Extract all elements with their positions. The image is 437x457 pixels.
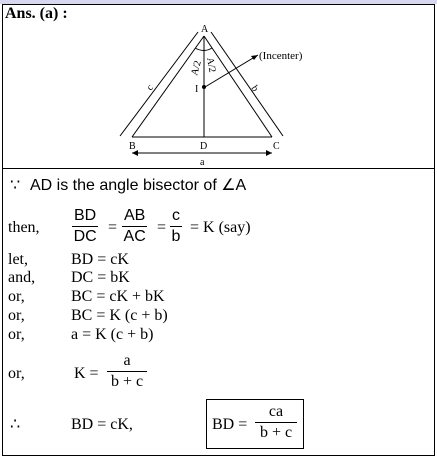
half-angle-right-label: A/2 bbox=[204, 56, 218, 74]
incenter-point-label: I bbox=[195, 84, 199, 95]
let-label: let, bbox=[8, 251, 28, 268]
outer-side-c bbox=[120, 32, 198, 136]
vertex-d-label: D bbox=[200, 141, 208, 152]
let-expression: BD = cK bbox=[71, 251, 129, 268]
half-angle-left-label: A/2 bbox=[189, 59, 204, 77]
incenter-label: (Incenter) bbox=[259, 50, 303, 62]
incenter-dot bbox=[202, 85, 206, 89]
fraction-k-num: a bbox=[107, 352, 147, 372]
fraction-k bbox=[107, 352, 147, 391]
bd-ck-expression: BD = cK, bbox=[71, 416, 133, 433]
therefore-symbol: ∴ bbox=[10, 416, 21, 433]
or-expression-3: a = K (c + b) bbox=[71, 326, 154, 343]
fraction-result bbox=[255, 403, 297, 442]
or-expression-2: BC = K (c + b) bbox=[71, 307, 168, 324]
base-a-label: a bbox=[200, 157, 205, 168]
say-expression: = K (say) bbox=[190, 219, 251, 236]
or-label-4: or, bbox=[8, 365, 25, 382]
fraction-ab-ac bbox=[122, 207, 147, 246]
fraction-result-num: ca bbox=[255, 403, 297, 423]
fraction-bd-dc bbox=[72, 207, 98, 246]
and-label: and, bbox=[8, 269, 36, 286]
side-ab bbox=[132, 36, 204, 137]
equals-1: = bbox=[108, 219, 118, 236]
fraction-b-den: b bbox=[171, 228, 181, 245]
or-expression-1: BC = cK + bK bbox=[71, 288, 165, 305]
then-label: then, bbox=[8, 219, 40, 236]
and-expression: DC = bK bbox=[71, 269, 130, 286]
leader-arrow bbox=[251, 55, 258, 60]
k-lhs: K = bbox=[74, 365, 99, 382]
bisector-statement: AD is the angle bisector of ∠A bbox=[30, 177, 247, 194]
side-b-label: b bbox=[248, 83, 261, 94]
answer-heading: Ans. (a) : bbox=[5, 5, 68, 22]
dim-arrow-right bbox=[266, 150, 272, 156]
outer-side-b bbox=[211, 32, 283, 136]
fraction-bd-num: BD bbox=[72, 207, 98, 227]
fraction-c-num: c bbox=[170, 207, 182, 227]
or-label-2: or, bbox=[8, 307, 25, 324]
fraction-c-b bbox=[170, 207, 182, 246]
fraction-k-den: b + c bbox=[110, 373, 144, 390]
triangle-figure bbox=[0, 0, 437, 170]
or-label-3: or, bbox=[8, 326, 25, 343]
vertex-a-label: A bbox=[201, 24, 209, 35]
result-lhs: BD = bbox=[212, 416, 248, 433]
vertex-c-label: C bbox=[273, 141, 280, 152]
side-c-label: c bbox=[144, 82, 157, 93]
vertex-b-label: B bbox=[129, 141, 136, 152]
fraction-result-den: b + c bbox=[259, 424, 293, 441]
fraction-ac-den: AC bbox=[123, 228, 146, 245]
fraction-ab-num: AB bbox=[122, 207, 147, 227]
equals-2: = bbox=[157, 219, 167, 236]
because-symbol: ∵ bbox=[10, 177, 21, 194]
or-label-1: or, bbox=[8, 288, 25, 305]
fraction-dc-den: DC bbox=[73, 228, 97, 245]
